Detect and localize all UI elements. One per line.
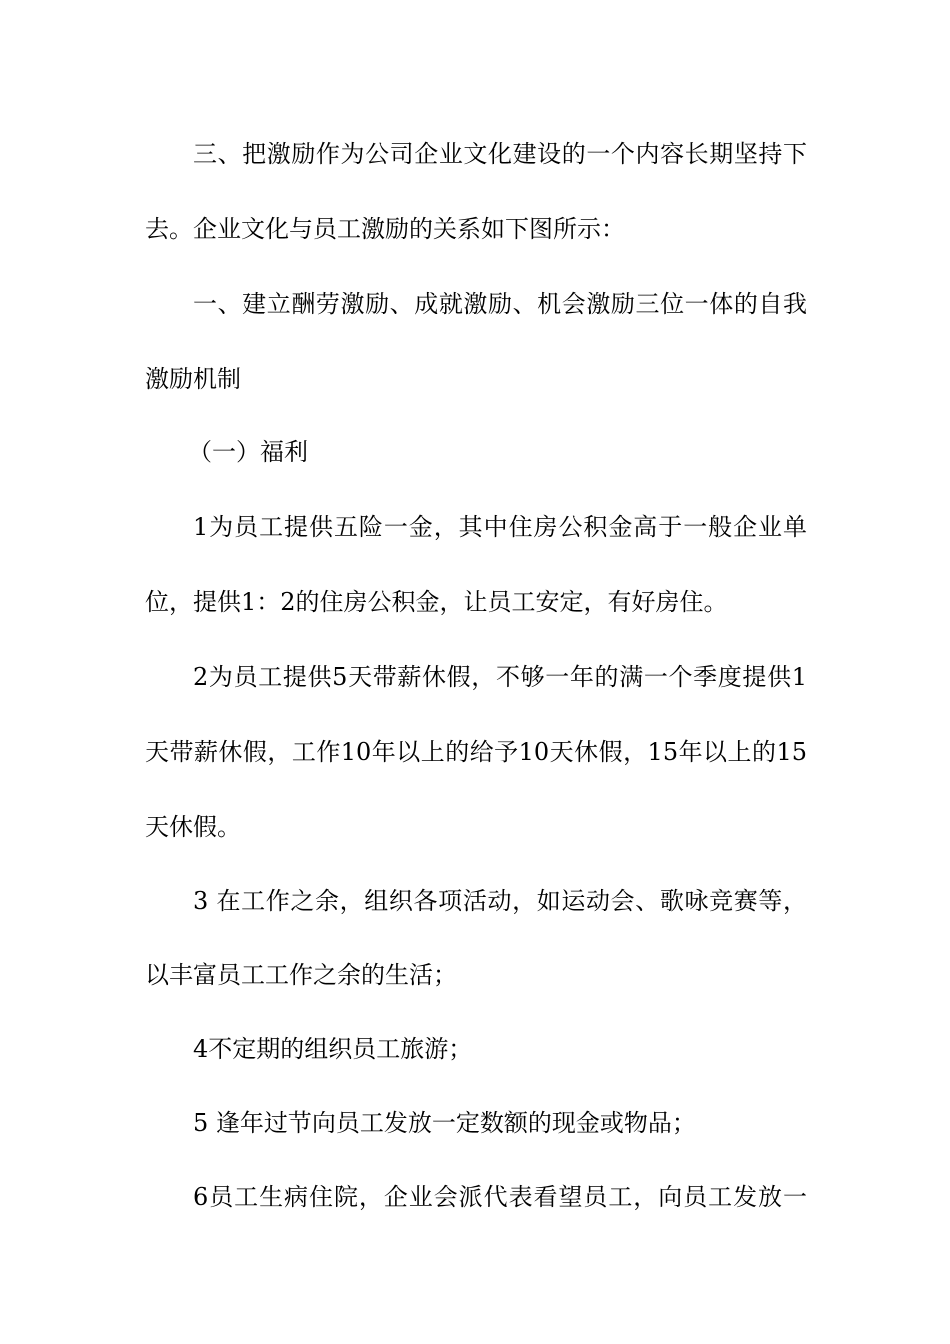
paragraph-line: 天带薪休假，工作10年以上的给予10天休假，15年以上的15	[145, 738, 807, 766]
paragraph-line: 天休假。	[145, 813, 241, 841]
paragraph-line: 2为员工提供5天带薪休假，不够一年的满一个季度提供1	[193, 663, 807, 691]
paragraph-line: 位，提供1：2的住房公积金，让员工安定，有好房住。	[145, 588, 728, 616]
paragraph-line: 3 在工作之余，组织各项活动，如运动会、歌咏竞赛等，	[193, 887, 807, 915]
paragraph-line: 三、把激励作为公司企业文化建设的一个内容长期坚持下	[193, 140, 807, 168]
paragraph-line: 6员工生病住院，企业会派代表看望员工，向员工发放一	[193, 1183, 807, 1211]
paragraph-line: 去。企业文化与员工激励的关系如下图所示：	[145, 215, 625, 243]
section-heading: （一）福利	[188, 438, 308, 466]
paragraph-line: 一、建立酬劳激励、成就激励、机会激励三位一体的自我	[193, 290, 807, 318]
paragraph-line: 以丰富员工工作之余的生活；	[145, 961, 457, 989]
paragraph-line: 4不定期的组织员工旅游；	[193, 1035, 473, 1063]
paragraph-line: 激励机制	[145, 365, 241, 393]
paragraph-line: 5 逢年过节向员工发放一定数额的现金或物品；	[193, 1109, 696, 1137]
paragraph-line: 1为员工提供五险一金，其中住房公积金高于一般企业单	[193, 513, 807, 541]
